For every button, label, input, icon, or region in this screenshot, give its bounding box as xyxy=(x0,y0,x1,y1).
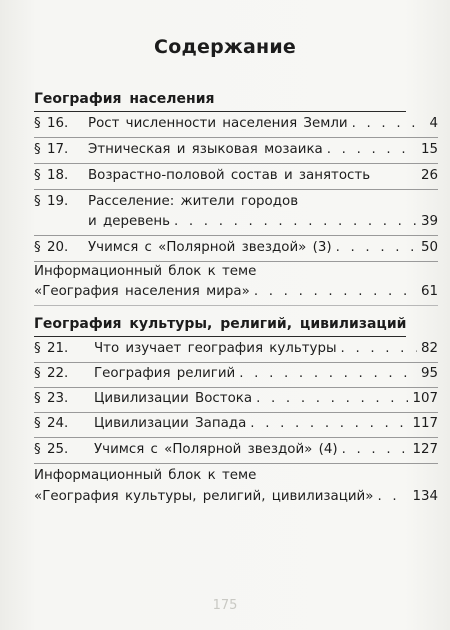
entry-divider xyxy=(34,412,438,413)
dot-leader xyxy=(352,116,424,131)
page-number: 175 xyxy=(212,598,238,613)
dot-leader xyxy=(254,284,417,299)
entry-title: Что изучает география культуры xyxy=(94,341,337,356)
entry-page: 61 xyxy=(420,284,438,299)
entry-title: Учимся с «Полярной звездой» (3) xyxy=(88,240,332,255)
entry-title: Расселение: жители городов xyxy=(88,194,299,209)
dot-leader xyxy=(239,366,417,381)
section-heading-culture: География культуры, религий, цивилизаций xyxy=(34,316,407,332)
entry-divider xyxy=(34,463,438,464)
entry-title: Учимся с «Полярной звездой» (4) xyxy=(94,442,338,457)
info-block-title: Информационный блок к теме xyxy=(34,468,257,483)
toc-entry-24[interactable] xyxy=(34,416,438,434)
entry-page: 15 xyxy=(420,142,438,157)
entry-number: § 18. xyxy=(34,168,69,183)
toc-entry-22[interactable] xyxy=(34,366,438,384)
entry-page: 107 xyxy=(412,391,438,406)
entry-divider xyxy=(34,235,438,236)
entry-divider xyxy=(34,387,438,388)
entry-number: § 20. xyxy=(34,240,69,255)
section-underline xyxy=(34,111,406,112)
dot-leader xyxy=(342,442,409,457)
entry-page: 134 xyxy=(412,489,438,504)
entry-page: 127 xyxy=(412,442,438,457)
entry-page: 117 xyxy=(412,416,438,431)
entry-divider xyxy=(34,189,438,190)
entry-divider xyxy=(34,305,438,306)
toc-info-culture[interactable] xyxy=(34,489,438,507)
entry-title: Возрастно-половой состав и занятость xyxy=(88,168,371,183)
dot-leader xyxy=(377,489,408,504)
entry-title: Этническая и языковая мозаика xyxy=(88,142,323,157)
entry-number: § 17. xyxy=(34,142,69,157)
dot-leader xyxy=(250,416,408,431)
page-title: Содержание xyxy=(154,36,296,58)
toc-entry-21[interactable] xyxy=(34,341,438,359)
section-heading-population: География населения xyxy=(34,91,215,107)
entry-number: § 23. xyxy=(34,391,69,406)
entry-page: 82 xyxy=(420,341,438,356)
info-block-subject: «География населения мира» xyxy=(34,284,250,299)
toc-entry-18[interactable] xyxy=(34,168,438,186)
entry-divider xyxy=(34,163,438,164)
dot-leader xyxy=(256,391,408,406)
entry-divider xyxy=(34,362,438,363)
entry-divider xyxy=(34,261,438,262)
entry-title: Рост численности населения Земли xyxy=(88,116,348,131)
entry-number: § 21. xyxy=(34,341,69,356)
toc-entry-19-cont[interactable] xyxy=(34,214,438,232)
dot-leader xyxy=(341,341,417,356)
entry-number: § 16. xyxy=(34,116,69,131)
entry-page: 95 xyxy=(420,366,438,381)
dot-leader xyxy=(327,142,417,157)
entry-page: 50 xyxy=(420,240,438,255)
toc-entry-16[interactable] xyxy=(34,116,438,134)
toc-entry-17[interactable] xyxy=(34,142,438,160)
entry-title: География религий xyxy=(94,366,236,381)
entry-title: Цивилизации Запада xyxy=(94,416,247,431)
entry-number: § 19. xyxy=(34,194,69,209)
entry-title: Цивилизации Востока xyxy=(94,391,253,406)
entry-number: § 22. xyxy=(34,366,69,381)
section-underline xyxy=(34,336,406,337)
info-block-title: Информационный блок к теме xyxy=(34,264,257,279)
toc-entry-20[interactable] xyxy=(34,240,438,258)
entry-number: § 24. xyxy=(34,416,69,431)
toc-entry-25[interactable] xyxy=(34,442,438,460)
dot-leader xyxy=(336,240,417,255)
toc-info-population[interactable] xyxy=(34,284,438,302)
entry-divider xyxy=(34,437,438,438)
dot-leader xyxy=(174,214,417,229)
entry-page: 26 xyxy=(420,168,438,183)
entry-divider xyxy=(34,137,438,138)
info-block-subject: «География культуры, религий, цивилизаций» xyxy=(34,489,374,504)
entry-page: 4 xyxy=(429,116,438,131)
entry-number: § 25. xyxy=(34,442,69,457)
toc-entry-23[interactable] xyxy=(34,391,438,409)
entry-title-continued: и деревень xyxy=(88,214,170,229)
toc-entry-19[interactable] xyxy=(34,194,438,212)
entry-page: 39 xyxy=(420,214,438,229)
